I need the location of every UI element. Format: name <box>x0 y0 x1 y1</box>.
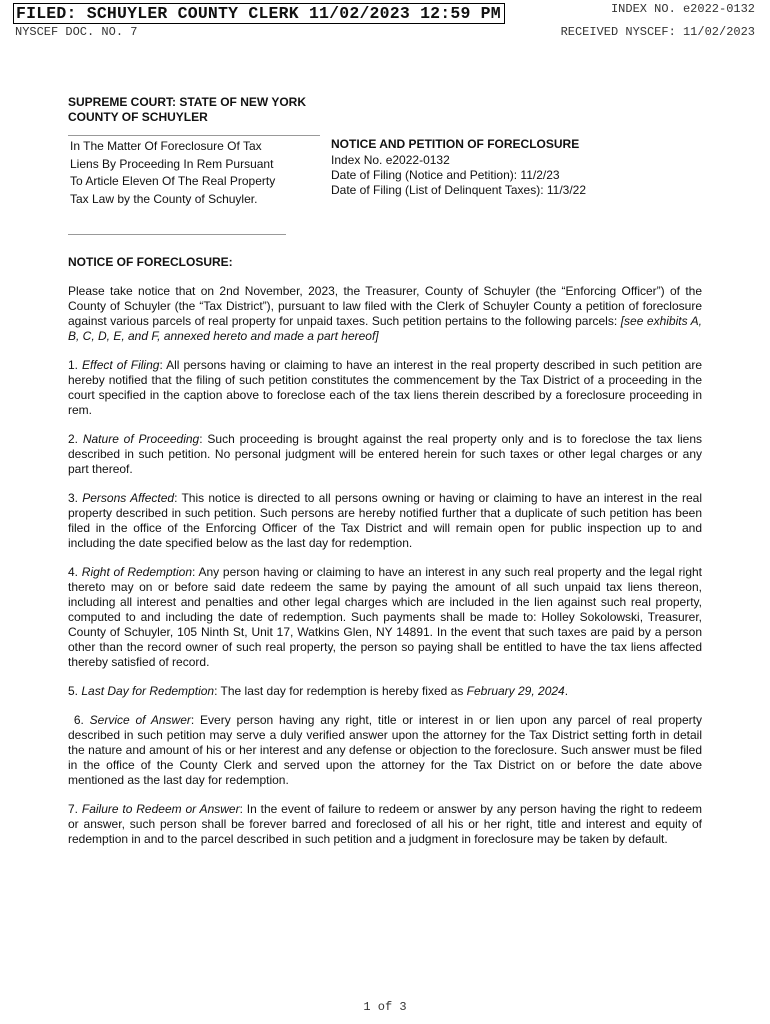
filing-date-list: Date of Filing (List of Delinquent Taxes): 11/3/22 <box>331 183 587 197</box>
section-tail: . <box>564 684 569 698</box>
court-header <box>68 95 328 125</box>
section-text: : All persons having or claiming to have an interest in the real property described in such petition are hereby notified that the filing of such petition constitutes the commencement by the Tax District of a proceeding in the court specified in the caption above to foreclose each of the tax liens therein described by a foreclosure proceeding in rem. <box>68 358 703 417</box>
section-number: 1. <box>68 358 83 372</box>
section-title: Right of Redemption <box>81 565 193 579</box>
index-number: Index No. e2022-0132 <box>331 153 450 167</box>
index-number-stamp: INDEX NO. e2022-0132 <box>610 2 755 16</box>
nyscef-doc-number: NYSCEF DOC. NO. 7 <box>15 25 138 39</box>
section-title: Nature of Proceeding <box>82 432 200 446</box>
caption-divider-top <box>68 135 320 136</box>
county-name: COUNTY OF SCHUYLER <box>68 110 208 124</box>
section-title: Persons Affected <box>82 491 175 505</box>
section-paragraph <box>68 432 702 477</box>
notice-body <box>68 284 702 861</box>
notice-info <box>331 137 651 198</box>
filing-date-notice: Date of Filing (Notice and Petition): 11/2/23 <box>331 168 560 182</box>
received-stamp: RECEIVED NYSCEF: 11/02/2023 <box>560 25 755 39</box>
caption-line: In The Matter Of Foreclosure Of Tax <box>70 139 262 153</box>
caption-line: Liens By Proceeding In Rem Pursuant <box>70 156 274 171</box>
section-number: 4. <box>68 565 82 579</box>
caption-line: Tax Law by the County of Schuyler. <box>70 191 258 206</box>
section-number: 6. <box>68 713 90 727</box>
section-text: : Such proceeding is brought against the real property only and is to foreclose the tax liens described in such petition. No personal judgment will be entered herein for such taxes or other legal charges or any part thereof. <box>68 432 703 476</box>
section-paragraph <box>68 491 702 551</box>
page-number: 1 of 3 <box>363 1000 407 1014</box>
section-title: Failure to Redeem or Answer <box>81 802 240 816</box>
section-text: : Any person having or claiming to have an interest in any such real property and the legal right thereto may on or before said date redeem the same by paying the amount of all such unpaid tax liens thereon, including all interest and penalties and other legal charges which are included in the lien against such real property, computed to and including the date of redemption. Such payments shall be made to: Holley Sokolowski, Treasurer, County of Schuyler, 105 Ninth St, Unit 17, Watkins Glen, NY 14891. In the event that such taxes are paid by a person other than the record owner of such real property, the person so paying shall be entitled to have the tax liens affected thereby satisfied of record. <box>68 565 703 669</box>
intro-paragraph <box>68 284 702 344</box>
section-number: 7. <box>68 802 82 816</box>
section-text: : Every person having any right, title or interest in or lien upon any parcel of real property described in such petition may serve a duly verified answer upon the attorney for the Tax District setting forth in detail the nature and amount of his or her interest and any defense or objection to the foreclosure. Such answer must be filed in the office of the County Clerk and served upon the attorney for the Tax District on or before the date above mentioned as the last day for redemption. <box>68 713 702 787</box>
caption-line: To Article Eleven Of The Real Property <box>70 174 276 188</box>
section-number: 5. <box>68 684 82 698</box>
section-paragraph <box>68 684 702 699</box>
section-paragraph <box>68 358 702 418</box>
court-name: SUPREME COURT: STATE OF NEW YORK <box>68 95 307 109</box>
section-paragraph <box>68 713 702 788</box>
section-text: : This notice is directed to all persons owning or having or claiming to have an interest in the real property described in such petition. Such persons are hereby notified further that a duplicate of such petition has been filed in the office of the Enforcing Officer of the Tax District and will remain open for public inspection up to and including the date specified below as the last day for redemption. <box>68 491 702 550</box>
redemption-date: February 29, 2024 <box>466 684 565 698</box>
section-title: Last Day for Redemption <box>81 684 215 698</box>
filed-stamp: FILED: SCHUYLER COUNTY CLERK 11/02/2023 12:59 PM <box>13 3 505 24</box>
case-caption <box>70 138 300 208</box>
section-number: 3. <box>68 491 83 505</box>
section-text: : In the event of failure to redeem or answer by any person having the right to redeem or answer, such person shall be forever barred and foreclosed of all his or her right, title and interest and equity of redemption in and to the parcel described in such petition and a judgment in foreclosure may be taken by default. <box>68 802 703 846</box>
section-number: 2. <box>68 432 83 446</box>
exhibits-reference: [see exhibits A, B, C, D, E, and F, annexed hereto and made a part hereof] <box>68 314 702 343</box>
section-paragraph <box>68 565 702 670</box>
caption-divider-bottom <box>68 234 286 235</box>
section-title: Effect of Filing <box>82 358 160 372</box>
section-paragraph <box>68 802 702 847</box>
intro-text: Please take notice that on 2nd November, 2023, the Treasurer, County of Schuyler (the “Enforcing Officer”) of the County of Schuyler (the “Tax District”), pursuant to law filed with the Clerk of Schuyler County a petition of foreclosure against various parcels of real property for unpaid taxes. Such petition pertains to the following parcels: <box>68 284 702 328</box>
section-title: Service of Answer <box>89 713 191 727</box>
notice-heading: NOTICE OF FORECLOSURE: <box>68 255 233 269</box>
section-text: : The last day for redemption is hereby fixed as <box>214 684 467 698</box>
notice-title: NOTICE AND PETITION OF FORECLOSURE <box>331 137 580 151</box>
